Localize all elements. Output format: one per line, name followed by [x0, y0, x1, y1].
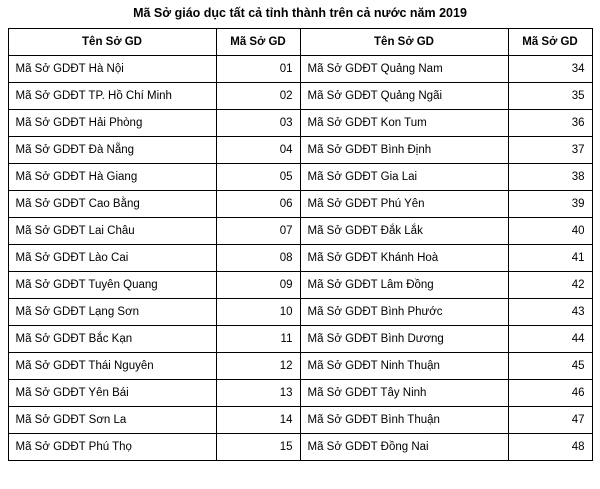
department-code-table	[8, 28, 593, 461]
cell-code-right: 47	[508, 407, 592, 434]
table-row	[8, 434, 592, 461]
cell-name-right: Mã Sở GDĐT Lâm Đồng	[300, 272, 508, 299]
cell-code-left: 01	[216, 56, 300, 83]
column-header-code-right: Mã Sở GD	[508, 29, 592, 56]
cell-name-left: Mã Sở GDĐT Tuyên Quang	[8, 272, 216, 299]
cell-name-left: Mã Sở GDĐT Thái Nguyên	[8, 353, 216, 380]
cell-name-right: Mã Sở GDĐT Phú Yên	[300, 191, 508, 218]
cell-name-right: Mã Sở GDĐT Kon Tum	[300, 110, 508, 137]
cell-code-right: 48	[508, 434, 592, 461]
cell-name-right: Mã Sở GDĐT Đồng Nai	[300, 434, 508, 461]
table-row	[8, 245, 592, 272]
cell-name-left: Mã Sở GDĐT Hà Giang	[8, 164, 216, 191]
cell-code-right: 35	[508, 83, 592, 110]
cell-code-left: 03	[216, 110, 300, 137]
cell-name-left: Mã Sở GDĐT Hải Phòng	[8, 110, 216, 137]
page-title: Mã Sở giáo dục tất cả tỉnh thành trên cả nước năm 2019	[133, 6, 467, 20]
cell-name-left: Mã Sở GDĐT Hà Nội	[8, 56, 216, 83]
cell-name-right: Mã Sở GDĐT Đắk Lắk	[300, 218, 508, 245]
cell-code-left: 09	[216, 272, 300, 299]
cell-code-left: 13	[216, 380, 300, 407]
table-row	[8, 353, 592, 380]
cell-name-right: Mã Sở GDĐT Khánh Hoà	[300, 245, 508, 272]
cell-name-left: Mã Sở GDĐT Lạng Sơn	[8, 299, 216, 326]
cell-code-right: 36	[508, 110, 592, 137]
cell-name-right: Mã Sở GDĐT Bình Định	[300, 137, 508, 164]
cell-code-left: 02	[216, 83, 300, 110]
cell-code-right: 38	[508, 164, 592, 191]
table-header	[8, 29, 592, 56]
cell-code-left: 04	[216, 137, 300, 164]
table-row	[8, 137, 592, 164]
column-header-code-left: Mã Sở GD	[216, 29, 300, 56]
cell-code-right: 44	[508, 326, 592, 353]
cell-code-right: 39	[508, 191, 592, 218]
cell-code-right: 40	[508, 218, 592, 245]
cell-code-right: 37	[508, 137, 592, 164]
cell-name-right: Mã Sở GDĐT Quảng Ngãi	[300, 83, 508, 110]
column-header-name-right: Tên Sở GD	[300, 29, 508, 56]
cell-code-left: 06	[216, 191, 300, 218]
table-row	[8, 326, 592, 353]
cell-name-left: Mã Sở GDĐT Lào Cai	[8, 245, 216, 272]
cell-code-right: 34	[508, 56, 592, 83]
cell-name-right: Mã Sở GDĐT Bình Dương	[300, 326, 508, 353]
table-row	[8, 272, 592, 299]
cell-code-left: 05	[216, 164, 300, 191]
cell-code-right: 46	[508, 380, 592, 407]
cell-name-left: Mã Sở GDĐT TP. Hồ Chí Minh	[8, 83, 216, 110]
cell-code-left: 07	[216, 218, 300, 245]
table-row	[8, 110, 592, 137]
cell-name-right: Mã Sở GDĐT Ninh Thuận	[300, 353, 508, 380]
table-header-row	[8, 29, 592, 56]
cell-code-left: 08	[216, 245, 300, 272]
table-row	[8, 56, 592, 83]
table-row	[8, 191, 592, 218]
table-row	[8, 83, 592, 110]
table-row	[8, 407, 592, 434]
cell-name-right: Mã Sở GDĐT Tây Ninh	[300, 380, 508, 407]
cell-name-right: Mã Sở GDĐT Bình Thuận	[300, 407, 508, 434]
table-row	[8, 380, 592, 407]
cell-name-right: Mã Sở GDĐT Gia Lai	[300, 164, 508, 191]
cell-code-left: 14	[216, 407, 300, 434]
cell-name-left: Mã Sở GDĐT Yên Bái	[8, 380, 216, 407]
cell-name-left: Mã Sở GDĐT Cao Bằng	[8, 191, 216, 218]
cell-name-left: Mã Sở GDĐT Đà Nẵng	[8, 137, 216, 164]
cell-name-left: Mã Sở GDĐT Phú Thọ	[8, 434, 216, 461]
cell-name-left: Mã Sở GDĐT Lai Châu	[8, 218, 216, 245]
cell-name-left: Mã Sở GDĐT Sơn La	[8, 407, 216, 434]
table-body	[8, 56, 592, 461]
cell-code-right: 42	[508, 272, 592, 299]
table-row	[8, 218, 592, 245]
cell-code-left: 15	[216, 434, 300, 461]
cell-code-right: 45	[508, 353, 592, 380]
cell-code-left: 10	[216, 299, 300, 326]
cell-code-left: 11	[216, 326, 300, 353]
table-row	[8, 164, 592, 191]
cell-code-left: 12	[216, 353, 300, 380]
cell-code-right: 43	[508, 299, 592, 326]
table-row	[8, 299, 592, 326]
cell-name-right: Mã Sở GDĐT Quảng Nam	[300, 56, 508, 83]
cell-code-right: 41	[508, 245, 592, 272]
column-header-name-left: Tên Sở GD	[8, 29, 216, 56]
cell-name-right: Mã Sở GDĐT Bình Phước	[300, 299, 508, 326]
cell-name-left: Mã Sở GDĐT Bắc Kạn	[8, 326, 216, 353]
